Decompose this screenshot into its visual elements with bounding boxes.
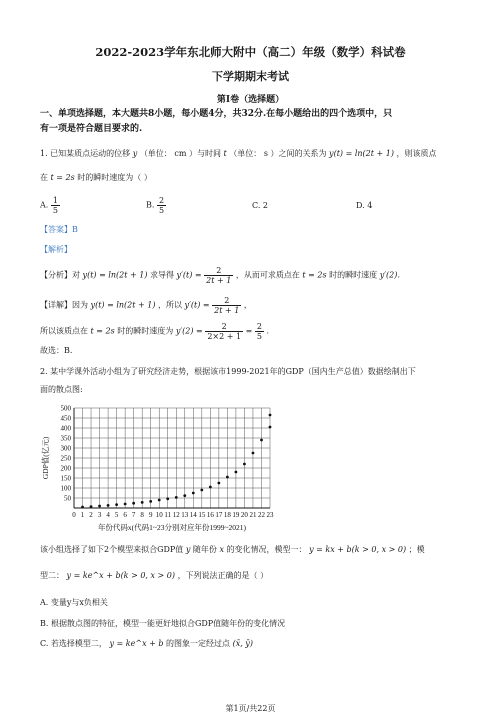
q1-text: 时的瞬时速度为（ ） [77,173,152,182]
q1-analysis [40,266,400,285]
fraction [204,266,233,285]
data-point [166,497,169,500]
option-label: B. [146,200,155,210]
x-tick-label: 8 [140,511,144,519]
q1-formula: y(t) = ln(2t + 1) [329,149,394,158]
gdp-scatter-chart [40,402,280,534]
y-tick-label: 400 [60,424,71,433]
x-tick-label: 20 [240,511,248,519]
exam-title: 2022-2023学年东北师大附中（高二）年级（数学）科试卷 [95,45,406,59]
q1-line1 [40,148,437,160]
y-tick-label: 250 [60,454,71,463]
x-tick-label: 13 [181,511,189,519]
q1-text: 所以该质点在 [40,326,88,336]
q2-text: 型二： [40,571,64,580]
data-point [98,505,101,508]
q1-text: ）之间的关系为 [270,149,327,158]
q1-text: 求导得 [150,270,174,280]
denominator: 5 [158,206,165,215]
denominator: 5 [52,206,58,215]
y-tick-label: 200 [60,464,71,473]
x-tick-label: 1 [80,511,85,519]
q2-text: C. 若选择模型二， [40,639,107,648]
data-point [209,486,212,489]
data-point [115,503,118,506]
y-tick-label: 350 [60,434,71,443]
section-heading-line1: 一、单项选择题，本大题共8小题，每小题4分，共32分.在每小题给出的四个选项中，只 [40,109,393,119]
q1-line2 [40,172,152,184]
volume-heading: 第I卷（选择题） [216,95,285,105]
data-point [269,426,272,429]
x-tick-label: 16 [206,511,214,519]
q2-text: 随年份 [192,545,217,554]
numerator: 1 [52,196,58,205]
q1-text: （单位： [139,149,172,158]
q2-formula: y = ke^x + b [109,639,164,648]
fraction [51,196,60,215]
x-tick-label: 3 [97,511,102,519]
x-tick-label: 22 [257,511,265,519]
x-tick-label: 21 [249,511,257,519]
x-tick-label: 19 [232,511,240,519]
x-tick-label: 6 [123,511,127,519]
x-tick-label: 23 [266,511,274,519]
q1-text: 时的瞬时速度 [329,270,378,280]
data-point [107,504,110,507]
data-point [81,506,84,509]
y-tick-label: 150 [60,474,71,483]
q1-option-d: D. 4 [356,201,373,210]
q1-var-t: t [223,149,227,158]
x-tick-label: 14 [189,511,197,519]
q2-var-y: y [185,545,191,554]
denominator: 2×2 + 1 [207,332,242,341]
q1-unit-cm: cm [174,149,187,158]
x-tick-label: 2 [89,511,93,519]
q2-text: ，下列说法正确的是（ ） [177,571,269,580]
y-tick-label: 450 [60,414,71,423]
x-tick-label: 10 [155,511,163,519]
x-tick-label: 9 [148,511,153,519]
q1-condition: t = 2s [302,270,327,280]
section-heading-line2: 有一项是符合题目要求的. [40,124,143,134]
q2-point: (x̄, ȳ) [232,639,253,648]
x-tick-label: 4 [106,511,110,519]
q1-unit-s: s [263,149,268,158]
option-label: A. [40,200,49,210]
q2-after-line2 [40,570,268,582]
q1-condition: t = 2s [50,173,75,182]
q1-text: ，所以 [158,300,182,310]
data-point [235,471,238,474]
data-point [183,494,186,497]
q2-model1: y = kx + b(k > 0, x > 0) [309,545,407,554]
x-tick-label: 7 [131,511,136,519]
data-point [90,505,93,508]
q1-option-a [40,196,60,215]
data-point [260,439,263,442]
data-point [149,500,152,503]
q2-option-a: A. 变量y与x负相关 [40,598,108,607]
data-point [158,499,161,502]
data-point [175,496,178,499]
fraction [157,196,166,215]
data-point [269,414,272,417]
x-tick-label: 18 [223,511,231,519]
denominator: 5 [256,332,262,341]
q2-option-b: B. 根据散点图的特征，模型一能更好地拟合GDP值随年份的变化情况 [40,619,286,628]
x-tick-label: 12 [172,511,180,519]
y-tick-label: 100 [60,484,71,493]
q2-text: 的图象一定经过点 [166,639,231,648]
fraction [255,322,264,341]
q1-formula: y(t) = ln(2t + 1) [82,270,148,280]
q1-text: ， [243,300,252,310]
data-point [192,492,195,495]
q1-text: = [245,326,253,336]
q1-text: ）与时间 [188,149,221,158]
numerator: 2 [204,266,233,276]
q2-model2: y = ke^x + b(k > 0, x > 0) [66,571,176,580]
denominator: 2t + 1 [214,306,240,315]
q2-var-x: x [219,545,224,554]
data-point [226,476,229,479]
q2-option-c [40,638,253,650]
q2-text: 该小组选择了如下2个模型来拟合GDP值 [40,545,184,554]
x-axis-label: 年份代码x(代码1~23分别对应年份1999~2021) [97,523,247,532]
q1-text: （单位： [229,149,262,158]
q1-derivative: y′(t) = [184,300,210,310]
y-tick-label: 500 [60,404,71,413]
y-tick-label: 300 [60,444,71,453]
q1-choose: 故选：B. [40,346,73,355]
x-tick-label: 15 [198,511,206,519]
y-axis-label: GDP值(亿元) [41,436,50,480]
denominator: 2t + 1 [206,276,232,285]
q1-conclusion [40,322,269,341]
q2-text: ；模 [408,545,425,554]
q1-option-b [146,196,166,215]
numerator: 2 [158,196,165,205]
fraction [212,296,241,315]
numerator: 2 [205,322,243,332]
q1-derivative: y′(2) = [175,326,203,336]
numerator: 2 [212,296,241,306]
q1-answer: 【答案】B [40,225,78,234]
q2-line1: 2. 某中学课外活动小组为了研究经济走势，根据该市1999-2021年的GDP（国内生产总值）数据绘制出下 [40,367,416,376]
q1-text: 时的瞬时速度为 [117,326,174,336]
x-tick-label: 11 [164,511,172,519]
q1-detail [40,296,252,315]
x-tick-label: 5 [114,511,119,519]
x-tick-label: 0 [72,511,76,519]
fraction [205,322,243,341]
q1-text: ，从而可求质点在 [235,270,300,280]
data-point [200,489,203,492]
page-footer: 第1页/共22页 [225,704,276,713]
q1-text: 1. 已知某质点运动的位移 [40,149,131,158]
q1-text: 【详解】因为 [40,300,88,310]
q1-text: ，则该质点 [396,149,437,158]
q2-text: 的变化情况，模型一： [226,545,307,554]
data-point [124,503,127,506]
q1-var-y: y [132,149,138,158]
q1-formula: y′(2). [379,270,400,280]
data-point [132,502,135,505]
data-point [217,482,220,485]
x-tick-label: 17 [215,511,223,519]
y-tick-label: 50 [64,494,71,503]
q1-option-c: C. 2 [252,201,269,210]
q1-derivative: y′(t) = [176,270,202,280]
q1-text: 在 [40,173,48,182]
data-point [141,501,144,504]
data-point [252,452,255,455]
q1-formula: y(t) = ln(2t + 1) [90,300,156,310]
exam-subtitle: 下学期期末考试 [212,70,289,83]
numerator: 2 [256,322,262,331]
q2-after-line1 [40,544,425,556]
q1-analysis-label: 【解析】 [40,245,72,254]
q1-text: 【分析】对 [40,270,80,280]
q1-text: . [266,326,270,336]
data-point [243,463,246,466]
q1-condition: t = 2s [90,326,115,336]
q2-line2: 面的散点图: [40,385,83,394]
